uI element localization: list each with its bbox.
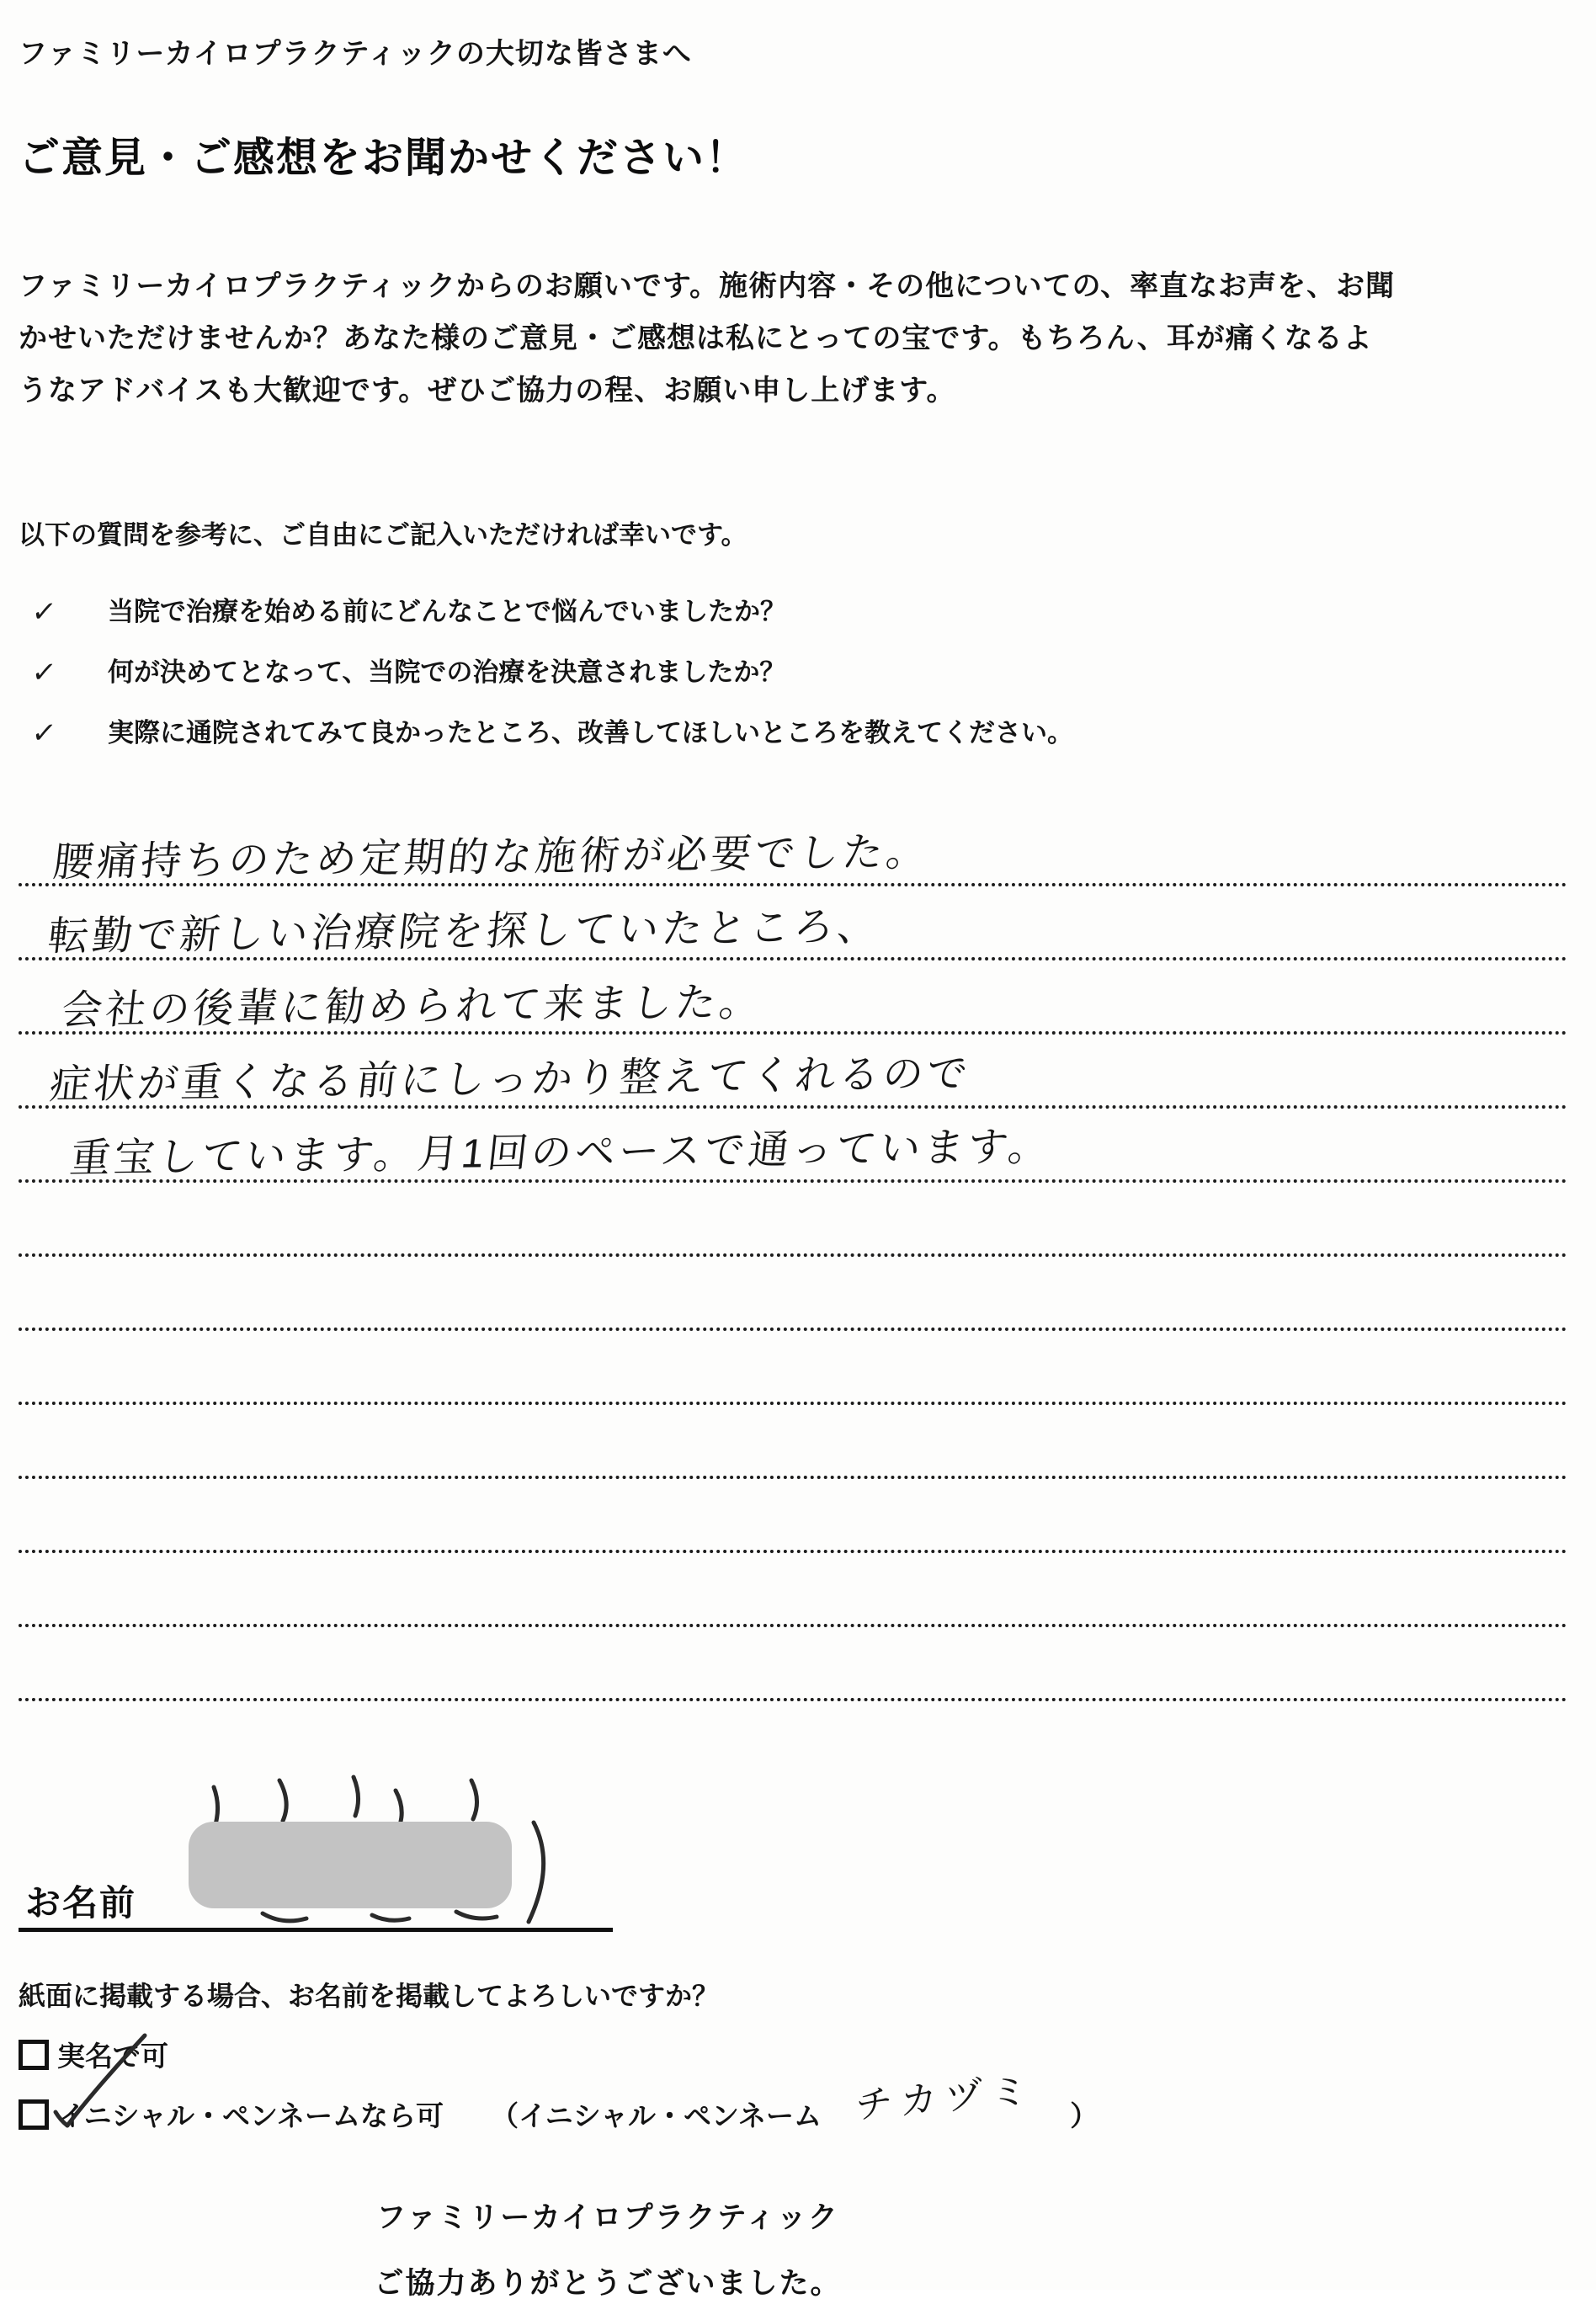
handwritten-answer-text: 重宝しています。月1回のペースで通っています。 — [67, 1125, 1055, 1182]
checkmark-icon: ✓ — [29, 596, 59, 628]
question-text: 当院で治療を始める前にどんなことで悩んでいましたか？ — [108, 597, 786, 626]
answer-line-empty — [19, 1257, 1567, 1331]
question-list — [19, 593, 1572, 752]
question-item — [19, 654, 1572, 691]
intro-line: かせいただけませんか？あなた様のご意見・ご感想は私にとっての宝です。もちろん、耳が痛くなるよ — [19, 322, 1373, 354]
name-field — [19, 1806, 613, 1932]
publish-question: 紙面に掲載する場合、お名前を掲載してよろしいですか？ — [19, 1981, 720, 2011]
handwritten-answer-text: 症状が重くなる前にしっかり整えてくれるので — [47, 1051, 973, 1108]
answer-line-empty — [19, 1627, 1567, 1701]
handwritten-pen-name: チカヅミ — [854, 2069, 1037, 2127]
intro-line: うなアドバイスも大歓迎です。ぜひご協力の程、お願い申し上げます。 — [19, 375, 956, 407]
footer — [19, 2198, 1197, 2304]
thanks-line: ご協力ありがとうございました。 — [374, 2267, 842, 2300]
answer-line-empty — [19, 1553, 1567, 1627]
checkmark-icon: ✓ — [29, 717, 59, 749]
option-row-initial — [19, 2069, 1572, 2137]
intro-line: ファミリーカイロプラクティックからのお願いです。施術内容・その他についての、率直なお声を、お聞 — [19, 270, 1396, 302]
initial-penname-checkbox — [19, 2099, 49, 2130]
answer-line — [19, 812, 1567, 886]
checkmark-icon: ✓ — [29, 657, 59, 689]
option-list — [19, 2031, 1572, 2137]
question-text: 実際に通院されてみて良かったところ、改善してほしいところを教えてください。 — [108, 718, 1073, 748]
option-label: 実名で可 — [57, 2041, 168, 2072]
question-item — [19, 593, 1572, 631]
fill-in-prompt: 以下の質問を参考に、ご自由にご記入いただければ幸いです。 — [19, 520, 747, 550]
clinic-name: ファミリーカイロプラクティック — [376, 2201, 839, 2234]
answer-area — [19, 812, 1567, 1701]
penname-paren-close: ） — [1070, 2100, 1099, 2131]
intro-paragraph — [19, 260, 1572, 417]
answer-line-empty — [19, 1405, 1567, 1479]
option-row-realname — [19, 2031, 1572, 2078]
answer-line-empty — [19, 1479, 1567, 1553]
answer-line — [19, 1109, 1567, 1183]
greeting-line: ファミリーカイロプラクティックの大切な皆さまへ — [19, 38, 692, 70]
answer-line — [19, 886, 1567, 960]
penname-paren-label: （イニシャル・ペンネーム — [491, 2100, 822, 2131]
handwritten-answer-text: 会社の後輩に勧められて来ました。 — [59, 980, 766, 1034]
page-title: ご意見・ご感想をお聞かせください！ — [19, 136, 749, 181]
handwritten-answer-text: 腰痛持ちのため定期的な施術が必要でした。 — [51, 829, 933, 886]
name-redaction-box — [189, 1822, 512, 1908]
question-text: 何が決めてとなって、当院での治療を決意されましたか？ — [108, 657, 786, 687]
option-label: イニシャル・ペンネームなら可 — [57, 2100, 444, 2131]
question-item — [19, 715, 1572, 752]
handwritten-answer-text: 転勤で新しい治療院を探していたところ、 — [45, 904, 884, 960]
answer-line — [19, 1035, 1567, 1109]
answer-line — [19, 960, 1567, 1035]
answer-line-empty — [19, 1331, 1567, 1405]
name-label: お名前 — [25, 1883, 137, 1923]
answer-line-empty — [19, 1183, 1567, 1257]
realname-checkbox — [19, 2040, 49, 2070]
